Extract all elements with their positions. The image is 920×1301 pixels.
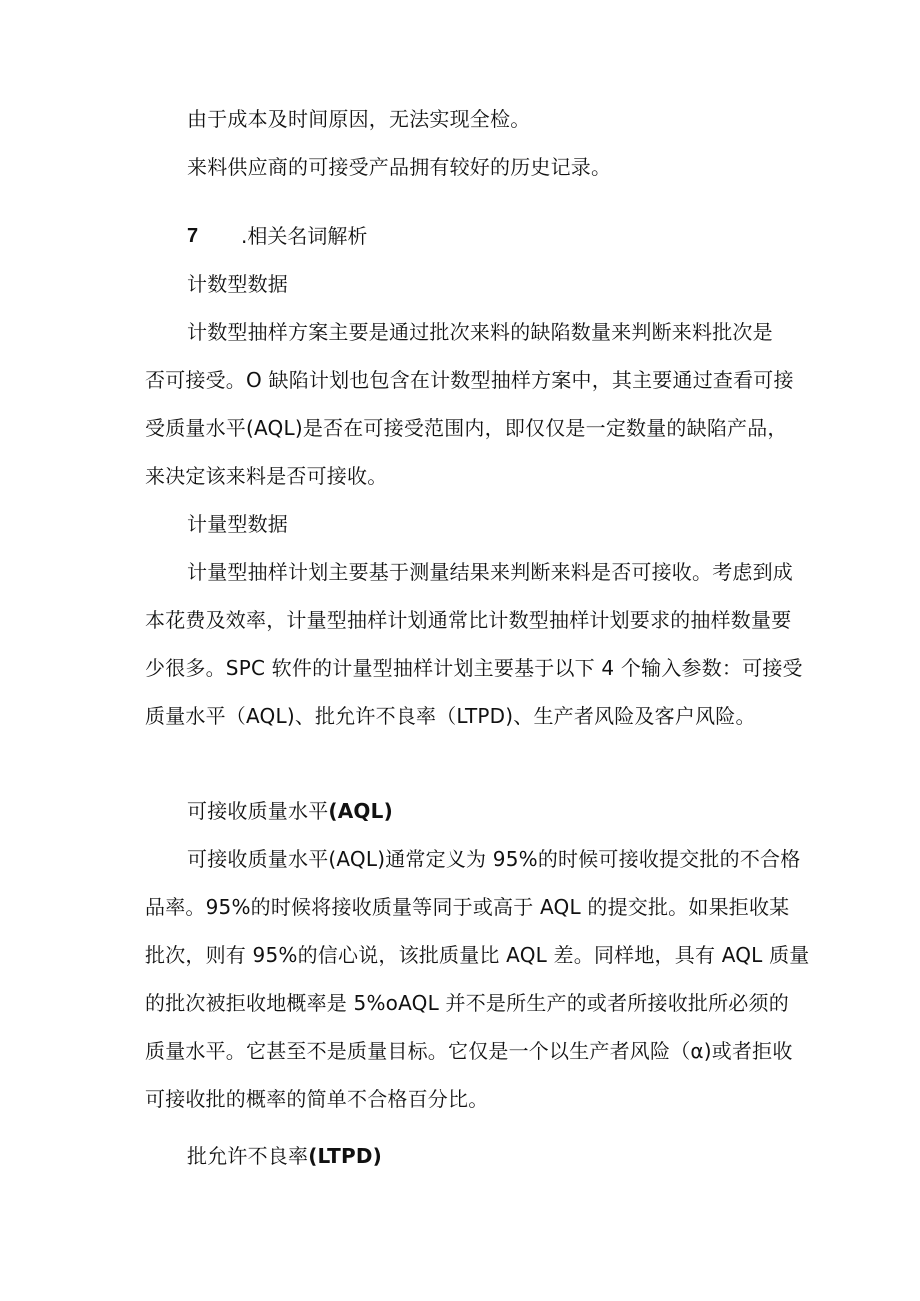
ltpd-heading-text: 批允许不良率	[187, 1144, 309, 1168]
ltpd-heading-abbr: (LTPD)	[308, 1144, 383, 1168]
paragraph-line: 少很多。SPC 软件的计量型抽样计划主要基于以下 4 个输入参数：可接受	[145, 656, 803, 680]
variable-data-heading: 计量型数据	[187, 512, 288, 536]
aql-heading	[187, 797, 827, 825]
paragraph-line: 本花费及效率，计量型抽样计划通常比计数型抽样计划要求的抽样数量要	[145, 608, 792, 632]
attribute-data-heading: 计数型数据	[187, 272, 288, 296]
paragraph-line: 批次，则有 95%的信心说，该批质量比 AQL 差。同样地，具有 AQL 质量	[145, 943, 810, 967]
paragraph-line: 质量水平（AQL)、批允许不良率（LTPD)、生产者风险及客户风险。	[145, 704, 756, 728]
paragraph-line: 否可接受。O 缺陷计划也包含在计数型抽样方案中，其主要通过查看可接	[145, 368, 794, 392]
paragraph-line: 品率。95%的时候将接收质量等同于或高于 AQL 的提交批。如果拒收某	[145, 895, 790, 919]
aql-heading-text: 可接收质量水平	[187, 799, 329, 823]
section-title: .相关名词解析	[241, 224, 368, 248]
paragraph-line: 计量型抽样计划主要基于测量结果来判断来料是否可接收。考虑到成	[187, 560, 793, 584]
paragraph-line: 可接收质量水平(AQL)通常定义为 95%的时候可接收提交批的不合格	[187, 847, 801, 871]
paragraph-line: 可接收批的概率的简单不合格百分比。	[145, 1087, 489, 1111]
paragraph-line: 质量水平。它甚至不是质量目标。它仅是一个以生产者风险（α)或者拒收	[145, 1039, 793, 1063]
paragraph-line: 来决定该来料是否可接收。	[145, 464, 388, 488]
paragraph-line: 计数型抽样方案主要是通过批次来料的缺陷数量来判断来料批次是	[187, 320, 773, 344]
aql-heading-abbr: (AQL)	[328, 799, 393, 823]
section-number: 7	[187, 225, 199, 247]
intro-paragraph-1: 由于成本及时间原因，无法实现全检。	[187, 107, 531, 131]
intro-paragraph-2: 来料供应商的可接受产品拥有较好的历史记录。	[187, 155, 612, 179]
paragraph-line: 受质量水平(AQL)是否在可接受范围内，即仅仅是一定数量的缺陷产品，	[145, 416, 788, 440]
ltpd-heading	[187, 1142, 827, 1170]
paragraph-line: 的批次被拒收地概率是 5%oAQL 并不是所生产的或者所接收批所必须的	[145, 991, 789, 1015]
